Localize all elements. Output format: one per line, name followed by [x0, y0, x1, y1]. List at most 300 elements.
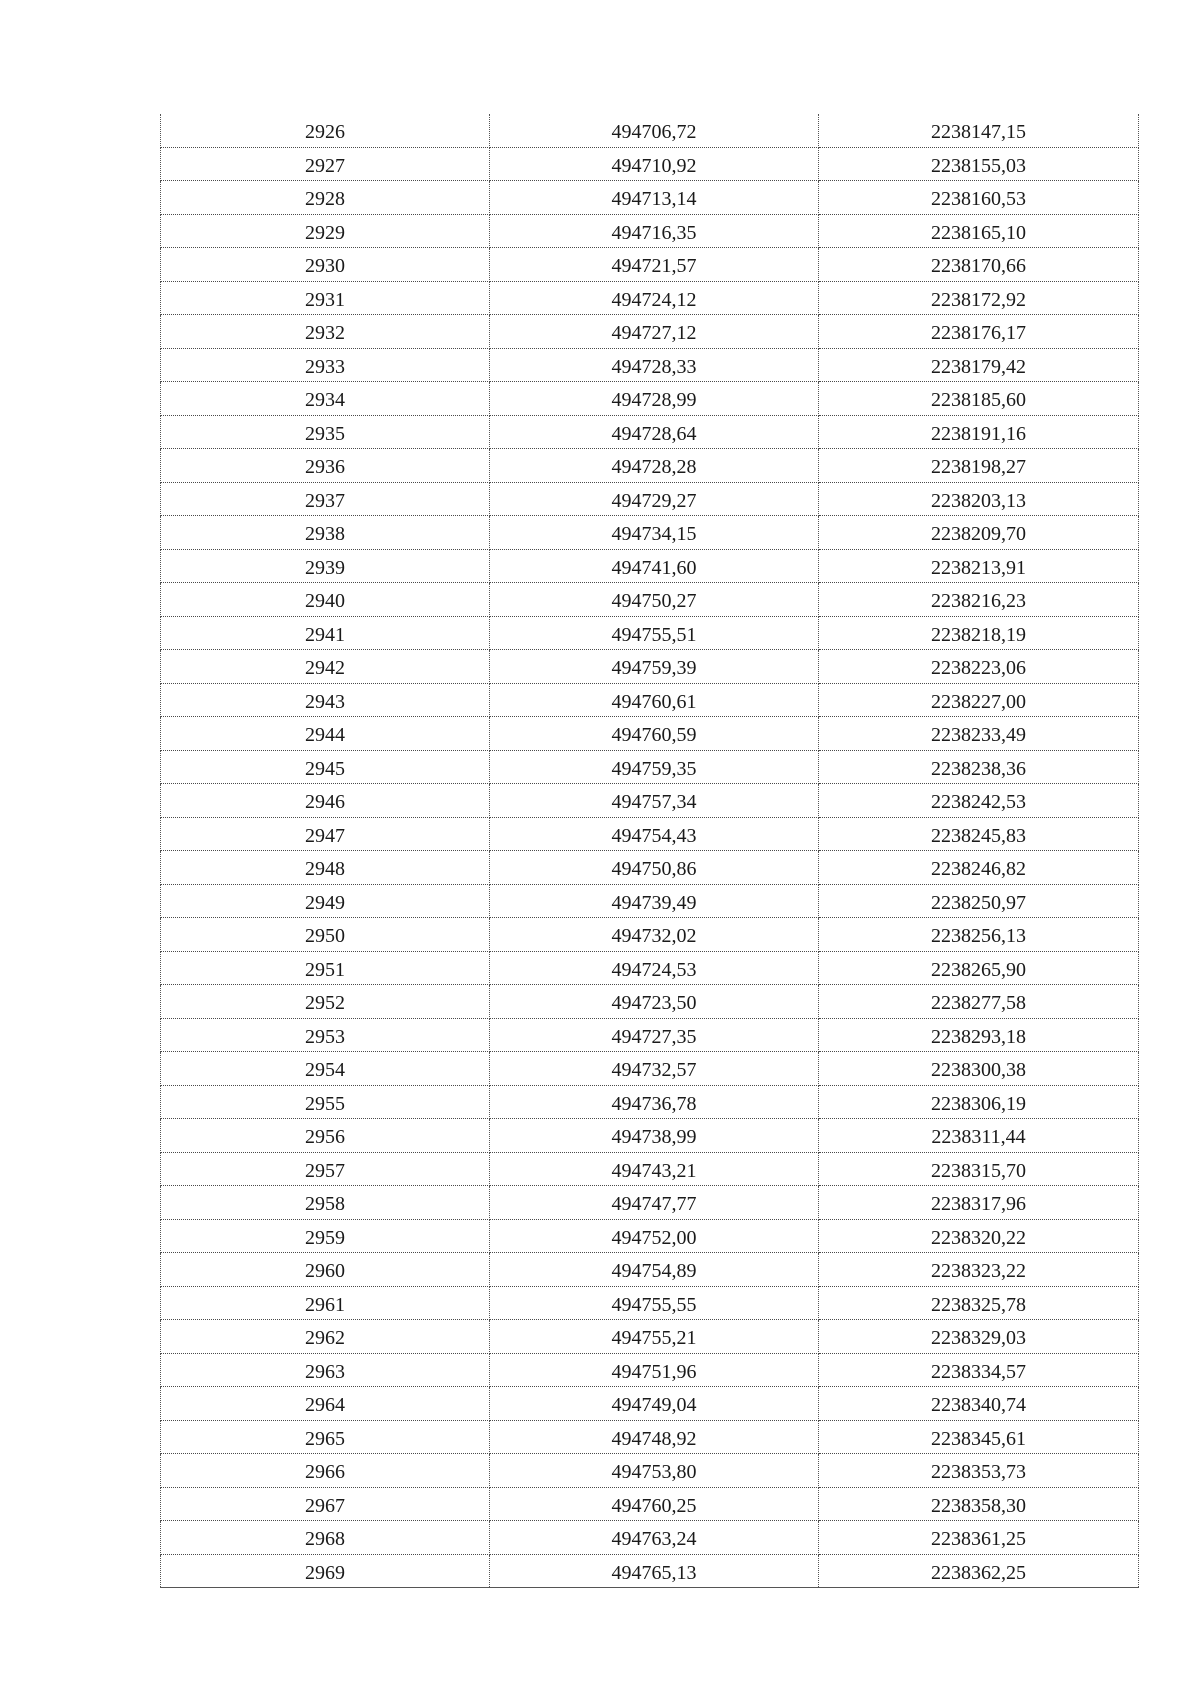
y-coordinate-cell	[819, 315, 1139, 349]
y-coordinate-cell-text: 2238325,78	[931, 1293, 1026, 1316]
y-coordinate-cell	[819, 1286, 1139, 1320]
y-coordinate-cell	[819, 784, 1139, 818]
point-number-cell	[161, 1286, 490, 1320]
y-coordinate-cell-text: 2238160,53	[931, 188, 1026, 211]
table-row	[161, 147, 1139, 181]
table-row	[161, 348, 1139, 382]
y-coordinate-cell	[819, 181, 1139, 215]
point-number-cell-text: 2936	[305, 456, 345, 479]
y-coordinate-cell	[819, 1253, 1139, 1287]
table-row	[161, 415, 1139, 449]
point-number-cell	[161, 650, 490, 684]
table-row	[161, 1052, 1139, 1086]
table-row	[161, 650, 1139, 684]
x-coordinate-cell-text: 494753,80	[611, 1461, 697, 1484]
table-row	[161, 382, 1139, 416]
table-row	[161, 1320, 1139, 1354]
point-number-cell	[161, 1186, 490, 1220]
x-coordinate-cell	[490, 415, 819, 449]
x-coordinate-cell	[490, 985, 819, 1019]
x-coordinate-cell-text: 494754,43	[611, 824, 697, 847]
point-number-cell-text: 2949	[305, 891, 345, 914]
point-number-cell-text: 2928	[305, 188, 345, 211]
table-row	[161, 281, 1139, 315]
y-coordinate-cell-text: 2238227,00	[931, 690, 1026, 713]
point-number-cell	[161, 1018, 490, 1052]
y-coordinate-cell	[819, 1387, 1139, 1421]
table-row	[161, 750, 1139, 784]
table-row	[161, 583, 1139, 617]
point-number-cell-text: 2966	[305, 1461, 345, 1484]
point-number-cell	[161, 449, 490, 483]
table-row	[161, 683, 1139, 717]
y-coordinate-cell	[819, 583, 1139, 617]
y-coordinate-cell	[819, 281, 1139, 315]
table-row	[161, 1454, 1139, 1488]
y-coordinate-cell-text: 2238209,70	[931, 523, 1026, 546]
point-number-cell	[161, 248, 490, 282]
x-coordinate-cell	[490, 750, 819, 784]
coordinates-table-body	[161, 114, 1139, 1588]
x-coordinate-cell-text: 494760,61	[611, 690, 697, 713]
x-coordinate-cell-text: 494728,99	[611, 389, 697, 412]
table-row	[161, 1186, 1139, 1220]
x-coordinate-cell-text: 494747,77	[611, 1193, 697, 1216]
x-coordinate-cell-text: 494723,50	[611, 992, 697, 1015]
x-coordinate-cell	[490, 181, 819, 215]
y-coordinate-cell-text: 2238179,42	[931, 355, 1026, 378]
y-coordinate-cell-text: 2238293,18	[931, 1025, 1026, 1048]
y-coordinate-cell	[819, 147, 1139, 181]
y-coordinate-cell-text: 2238238,36	[931, 757, 1026, 780]
x-coordinate-cell	[490, 348, 819, 382]
x-coordinate-cell-text: 494736,78	[611, 1092, 697, 1115]
table-row	[161, 449, 1139, 483]
y-coordinate-cell	[819, 1119, 1139, 1153]
y-coordinate-cell	[819, 214, 1139, 248]
point-number-cell	[161, 114, 490, 147]
table-row	[161, 851, 1139, 885]
y-coordinate-cell	[819, 549, 1139, 583]
x-coordinate-cell	[490, 918, 819, 952]
y-coordinate-cell-text: 2238155,03	[931, 154, 1026, 177]
point-number-cell-text: 2932	[305, 322, 345, 345]
point-number-cell-text: 2933	[305, 355, 345, 378]
point-number-cell	[161, 1219, 490, 1253]
point-number-cell	[161, 1320, 490, 1354]
point-number-cell	[161, 549, 490, 583]
point-number-cell-text: 2956	[305, 1126, 345, 1149]
table-row	[161, 985, 1139, 1019]
y-coordinate-cell	[819, 114, 1139, 147]
table-row	[161, 884, 1139, 918]
table-row	[161, 214, 1139, 248]
y-coordinate-cell-text: 2238172,92	[931, 288, 1026, 311]
point-number-cell	[161, 918, 490, 952]
point-number-cell-text: 2926	[305, 121, 345, 144]
point-number-cell	[161, 281, 490, 315]
point-number-cell-text: 2964	[305, 1394, 345, 1417]
y-coordinate-cell-text: 2238340,74	[931, 1394, 1026, 1417]
y-coordinate-cell	[819, 817, 1139, 851]
x-coordinate-cell	[490, 1018, 819, 1052]
y-coordinate-cell-text: 2238165,10	[931, 221, 1026, 244]
y-coordinate-cell	[819, 1052, 1139, 1086]
y-coordinate-cell-text: 2238362,25	[931, 1561, 1026, 1584]
point-number-cell	[161, 382, 490, 416]
y-coordinate-cell-text: 2238185,60	[931, 389, 1026, 412]
point-number-cell-text: 2947	[305, 824, 345, 847]
table-row	[161, 1018, 1139, 1052]
y-coordinate-cell	[819, 750, 1139, 784]
y-coordinate-cell-text: 2238147,15	[931, 121, 1026, 144]
x-coordinate-cell	[490, 1353, 819, 1387]
y-coordinate-cell-text: 2238320,22	[931, 1226, 1026, 1249]
point-number-cell-text: 2951	[305, 958, 345, 981]
x-coordinate-cell-text: 494754,89	[611, 1260, 697, 1283]
x-coordinate-cell-text: 494721,57	[611, 255, 697, 278]
x-coordinate-cell-text: 494759,39	[611, 657, 697, 680]
table-row	[161, 918, 1139, 952]
x-coordinate-cell	[490, 1521, 819, 1555]
y-coordinate-cell-text: 2238176,17	[931, 322, 1026, 345]
point-number-cell-text: 2934	[305, 389, 345, 412]
x-coordinate-cell	[490, 1454, 819, 1488]
point-number-cell-text: 2953	[305, 1025, 345, 1048]
x-coordinate-cell-text: 494706,72	[611, 121, 697, 144]
point-number-cell	[161, 1052, 490, 1086]
point-number-cell	[161, 415, 490, 449]
x-coordinate-cell-text: 494760,25	[611, 1494, 697, 1517]
table-row	[161, 1119, 1139, 1153]
y-coordinate-cell	[819, 1554, 1139, 1588]
table-row	[161, 616, 1139, 650]
x-coordinate-cell-text: 494759,35	[611, 757, 697, 780]
table-row	[161, 1420, 1139, 1454]
x-coordinate-cell	[490, 382, 819, 416]
y-coordinate-cell-text: 2238361,25	[931, 1528, 1026, 1551]
x-coordinate-cell	[490, 1320, 819, 1354]
x-coordinate-cell	[490, 951, 819, 985]
x-coordinate-cell	[490, 1487, 819, 1521]
y-coordinate-cell-text: 2238334,57	[931, 1360, 1026, 1383]
y-coordinate-cell-text: 2238329,03	[931, 1327, 1026, 1350]
table-row	[161, 1085, 1139, 1119]
x-coordinate-cell-text: 494743,21	[611, 1159, 697, 1182]
x-coordinate-cell-text: 494750,27	[611, 590, 697, 613]
x-coordinate-cell	[490, 1119, 819, 1153]
point-number-cell	[161, 784, 490, 818]
table-row	[161, 482, 1139, 516]
point-number-cell-text: 2969	[305, 1561, 345, 1584]
y-coordinate-cell-text: 2238242,53	[931, 791, 1026, 814]
x-coordinate-cell-text: 494734,15	[611, 523, 697, 546]
x-coordinate-cell-text: 494724,53	[611, 958, 697, 981]
point-number-cell	[161, 583, 490, 617]
x-coordinate-cell-text: 494751,96	[611, 1360, 697, 1383]
point-number-cell	[161, 1387, 490, 1421]
point-number-cell	[161, 348, 490, 382]
point-number-cell-text: 2952	[305, 992, 345, 1015]
table-row	[161, 1487, 1139, 1521]
x-coordinate-cell-text: 494755,55	[611, 1293, 697, 1316]
table-row	[161, 784, 1139, 818]
point-number-cell-text: 2929	[305, 221, 345, 244]
y-coordinate-cell-text: 2238233,49	[931, 724, 1026, 747]
point-number-cell	[161, 1085, 490, 1119]
table-row	[161, 717, 1139, 751]
x-coordinate-cell-text: 494750,86	[611, 858, 697, 881]
table-row	[161, 1286, 1139, 1320]
x-coordinate-cell	[490, 884, 819, 918]
x-coordinate-cell	[490, 516, 819, 550]
y-coordinate-cell-text: 2238353,73	[931, 1461, 1026, 1484]
y-coordinate-cell	[819, 1454, 1139, 1488]
y-coordinate-cell	[819, 1487, 1139, 1521]
x-coordinate-cell-text: 494729,27	[611, 489, 697, 512]
y-coordinate-cell-text: 2238246,82	[931, 858, 1026, 881]
x-coordinate-cell-text: 494716,35	[611, 221, 697, 244]
point-number-cell	[161, 683, 490, 717]
table-row	[161, 1554, 1139, 1588]
x-coordinate-cell	[490, 784, 819, 818]
y-coordinate-cell-text: 2238223,06	[931, 657, 1026, 680]
table-row	[161, 1219, 1139, 1253]
x-coordinate-cell	[490, 683, 819, 717]
y-coordinate-cell	[819, 1186, 1139, 1220]
point-number-cell	[161, 1119, 490, 1153]
point-number-cell	[161, 516, 490, 550]
table-row	[161, 549, 1139, 583]
x-coordinate-cell	[490, 281, 819, 315]
point-number-cell-text: 2955	[305, 1092, 345, 1115]
point-number-cell-text: 2967	[305, 1494, 345, 1517]
point-number-cell	[161, 1253, 490, 1287]
y-coordinate-cell	[819, 1219, 1139, 1253]
y-coordinate-cell	[819, 1521, 1139, 1555]
x-coordinate-cell	[490, 817, 819, 851]
y-coordinate-cell	[819, 1320, 1139, 1354]
table-row	[161, 315, 1139, 349]
x-coordinate-cell-text: 494739,49	[611, 891, 697, 914]
point-number-cell	[161, 147, 490, 181]
x-coordinate-cell-text: 494728,28	[611, 456, 697, 479]
table-row	[161, 114, 1139, 147]
y-coordinate-cell	[819, 851, 1139, 885]
point-number-cell-text: 2954	[305, 1059, 345, 1082]
point-number-cell	[161, 1353, 490, 1387]
x-coordinate-cell	[490, 1152, 819, 1186]
y-coordinate-cell-text: 2238306,19	[931, 1092, 1026, 1115]
y-coordinate-cell	[819, 1018, 1139, 1052]
point-number-cell	[161, 1420, 490, 1454]
x-coordinate-cell-text: 494749,04	[611, 1394, 697, 1417]
x-coordinate-cell	[490, 1052, 819, 1086]
table-row	[161, 516, 1139, 550]
y-coordinate-cell-text: 2238218,19	[931, 623, 1026, 646]
point-number-cell-text: 2950	[305, 925, 345, 948]
x-coordinate-cell	[490, 1186, 819, 1220]
y-coordinate-cell	[819, 1353, 1139, 1387]
point-number-cell	[161, 1487, 490, 1521]
x-coordinate-cell-text: 494755,21	[611, 1327, 697, 1350]
x-coordinate-cell	[490, 214, 819, 248]
x-coordinate-cell	[490, 315, 819, 349]
y-coordinate-cell-text: 2238311,44	[931, 1126, 1026, 1149]
point-number-cell-text: 2941	[305, 623, 345, 646]
y-coordinate-cell	[819, 415, 1139, 449]
x-coordinate-cell-text: 494710,92	[611, 154, 697, 177]
x-coordinate-cell-text: 494752,00	[611, 1226, 697, 1249]
point-number-cell	[161, 817, 490, 851]
x-coordinate-cell-text: 494757,34	[611, 791, 697, 814]
y-coordinate-cell-text: 2238323,22	[931, 1260, 1026, 1283]
table-row	[161, 951, 1139, 985]
point-number-cell	[161, 1454, 490, 1488]
point-number-cell-text: 2938	[305, 523, 345, 546]
point-number-cell-text: 2946	[305, 791, 345, 814]
point-number-cell-text: 2957	[305, 1159, 345, 1182]
x-coordinate-cell-text: 494760,59	[611, 724, 697, 747]
coordinates-table	[160, 114, 1139, 1588]
table-row	[161, 248, 1139, 282]
point-number-cell-text: 2961	[305, 1293, 345, 1316]
y-coordinate-cell	[819, 382, 1139, 416]
x-coordinate-cell-text: 494724,12	[611, 288, 697, 311]
table-row	[161, 1253, 1139, 1287]
point-number-cell-text: 2959	[305, 1226, 345, 1249]
x-coordinate-cell	[490, 1554, 819, 1588]
table-row	[161, 1353, 1139, 1387]
y-coordinate-cell-text: 2238245,83	[931, 824, 1026, 847]
y-coordinate-cell	[819, 1085, 1139, 1119]
y-coordinate-cell-text: 2238315,70	[931, 1159, 1026, 1182]
x-coordinate-cell-text: 494732,02	[611, 925, 697, 948]
point-number-cell	[161, 717, 490, 751]
x-coordinate-cell-text: 494727,35	[611, 1025, 697, 1048]
y-coordinate-cell	[819, 616, 1139, 650]
y-coordinate-cell-text: 2238317,96	[931, 1193, 1026, 1216]
point-number-cell-text: 2940	[305, 590, 345, 613]
point-number-cell-text: 2931	[305, 288, 345, 311]
x-coordinate-cell	[490, 1085, 819, 1119]
x-coordinate-cell	[490, 1253, 819, 1287]
x-coordinate-cell-text: 494713,14	[611, 188, 697, 211]
x-coordinate-cell	[490, 717, 819, 751]
point-number-cell-text: 2943	[305, 690, 345, 713]
point-number-cell-text: 2968	[305, 1528, 345, 1551]
y-coordinate-cell	[819, 248, 1139, 282]
x-coordinate-cell	[490, 147, 819, 181]
y-coordinate-cell-text: 2238265,90	[931, 958, 1026, 981]
x-coordinate-cell-text: 494738,99	[611, 1126, 697, 1149]
x-coordinate-cell	[490, 650, 819, 684]
point-number-cell-text: 2965	[305, 1427, 345, 1450]
point-number-cell	[161, 181, 490, 215]
table-row	[161, 817, 1139, 851]
point-number-cell-text: 2939	[305, 556, 345, 579]
y-coordinate-cell-text: 2238216,23	[931, 590, 1026, 613]
x-coordinate-cell	[490, 549, 819, 583]
point-number-cell-text: 2963	[305, 1360, 345, 1383]
point-number-cell-text: 2960	[305, 1260, 345, 1283]
point-number-cell-text: 2948	[305, 858, 345, 881]
x-coordinate-cell-text: 494728,64	[611, 422, 697, 445]
x-coordinate-cell	[490, 583, 819, 617]
point-number-cell	[161, 884, 490, 918]
y-coordinate-cell	[819, 683, 1139, 717]
y-coordinate-cell	[819, 482, 1139, 516]
table-row	[161, 1387, 1139, 1421]
x-coordinate-cell	[490, 1286, 819, 1320]
point-number-cell	[161, 985, 490, 1019]
point-number-cell-text: 2937	[305, 489, 345, 512]
point-number-cell	[161, 1521, 490, 1555]
y-coordinate-cell	[819, 516, 1139, 550]
y-coordinate-cell-text: 2238345,61	[931, 1427, 1026, 1450]
x-coordinate-cell-text: 494763,24	[611, 1528, 697, 1551]
y-coordinate-cell	[819, 717, 1139, 751]
point-number-cell-text: 2935	[305, 422, 345, 445]
point-number-cell	[161, 851, 490, 885]
point-number-cell	[161, 482, 490, 516]
table-row	[161, 1521, 1139, 1555]
point-number-cell	[161, 1554, 490, 1588]
x-coordinate-cell	[490, 1219, 819, 1253]
x-coordinate-cell-text: 494765,13	[611, 1561, 697, 1584]
x-coordinate-cell-text: 494732,57	[611, 1059, 697, 1082]
y-coordinate-cell	[819, 985, 1139, 1019]
x-coordinate-cell	[490, 851, 819, 885]
point-number-cell-text: 2930	[305, 255, 345, 278]
y-coordinate-cell-text: 2238203,13	[931, 489, 1026, 512]
point-number-cell	[161, 951, 490, 985]
y-coordinate-cell-text: 2238213,91	[931, 556, 1026, 579]
x-coordinate-cell	[490, 1420, 819, 1454]
point-number-cell	[161, 1152, 490, 1186]
y-coordinate-cell-text: 2238170,66	[931, 255, 1026, 278]
y-coordinate-cell	[819, 1152, 1139, 1186]
x-coordinate-cell	[490, 1387, 819, 1421]
y-coordinate-cell-text: 2238300,38	[931, 1059, 1026, 1082]
point-number-cell	[161, 315, 490, 349]
x-coordinate-cell	[490, 616, 819, 650]
x-coordinate-cell	[490, 248, 819, 282]
y-coordinate-cell	[819, 1420, 1139, 1454]
point-number-cell-text: 2944	[305, 724, 345, 747]
y-coordinate-cell	[819, 650, 1139, 684]
y-coordinate-cell	[819, 449, 1139, 483]
table-row	[161, 181, 1139, 215]
y-coordinate-cell-text: 2238358,30	[931, 1494, 1026, 1517]
x-coordinate-cell	[490, 114, 819, 147]
x-coordinate-cell-text: 494728,33	[611, 355, 697, 378]
x-coordinate-cell-text: 494755,51	[611, 623, 697, 646]
x-coordinate-cell	[490, 482, 819, 516]
y-coordinate-cell-text: 2238256,13	[931, 925, 1026, 948]
point-number-cell-text: 2942	[305, 657, 345, 680]
x-coordinate-cell-text: 494748,92	[611, 1427, 697, 1450]
y-coordinate-cell-text: 2238198,27	[931, 456, 1026, 479]
y-coordinate-cell	[819, 918, 1139, 952]
x-coordinate-cell-text: 494727,12	[611, 322, 697, 345]
point-number-cell-text: 2958	[305, 1193, 345, 1216]
point-number-cell-text: 2945	[305, 757, 345, 780]
y-coordinate-cell-text: 2238250,97	[931, 891, 1026, 914]
y-coordinate-cell-text: 2238191,16	[931, 422, 1026, 445]
table-row	[161, 1152, 1139, 1186]
y-coordinate-cell-text: 2238277,58	[931, 992, 1026, 1015]
